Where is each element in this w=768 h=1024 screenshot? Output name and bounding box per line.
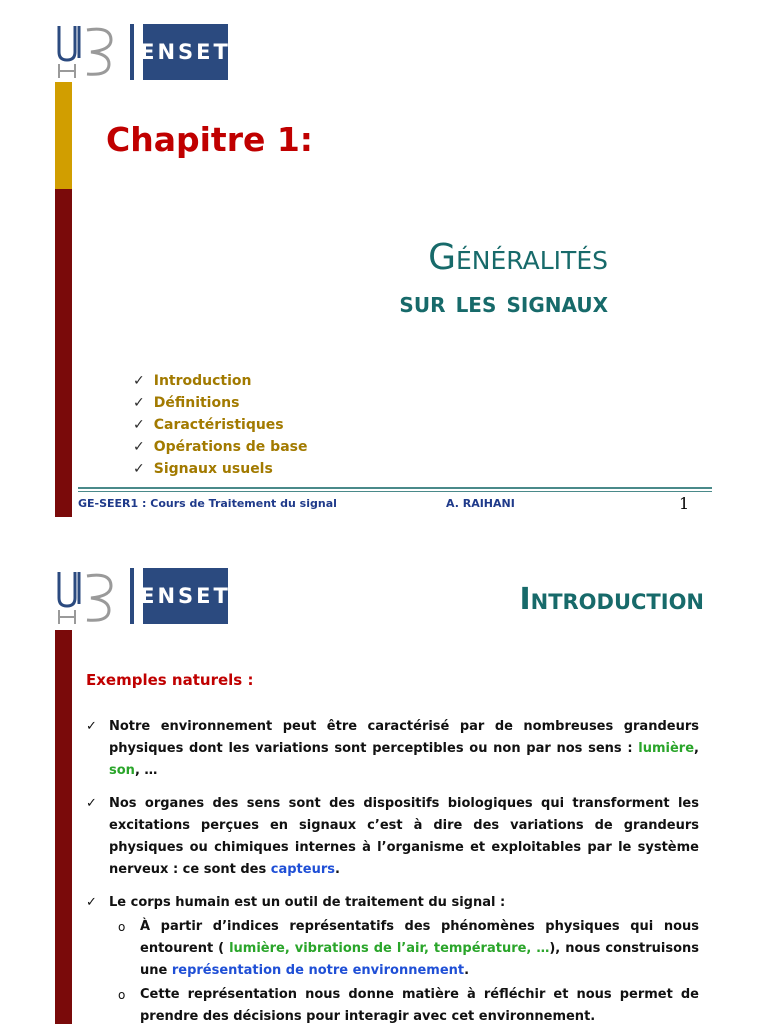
list-item — [133, 436, 307, 458]
toc-item-label: Caractéristiques — [153, 417, 284, 433]
checkmark-icon: ✓ — [86, 796, 97, 811]
enset-logo: ENSET — [143, 24, 228, 80]
slide-title: Généralités — [428, 237, 608, 278]
slide-subtitle: sur les signaux — [399, 285, 608, 319]
toc-item-label: Définitions — [153, 395, 240, 411]
highlight-son: son — [109, 763, 135, 778]
footer-divider-thin — [78, 491, 712, 492]
footer-divider — [78, 487, 712, 489]
slide-body — [86, 716, 699, 1024]
sub-text-end: . — [464, 963, 470, 978]
sub-bullet — [86, 916, 699, 982]
logo-separator — [130, 24, 134, 80]
highlight-lumiere: lumière — [638, 741, 695, 756]
university-logo-icon — [55, 22, 119, 80]
paragraph-text: Le corps humain est un outil de traitement du signal : — [109, 895, 506, 910]
highlight-representation: représentation de notre environnement — [171, 963, 465, 978]
paragraph-end: . — [335, 862, 340, 877]
checkmark-icon: ✓ — [86, 895, 97, 910]
footer-author: A. RAIHANI — [446, 497, 515, 510]
toc-item-label: Introduction — [153, 373, 252, 389]
chapter-heading: Chapitre 1: — [106, 120, 313, 159]
highlight-phenomena: lumière, vibrations de l’air, température, … — [229, 941, 550, 956]
bullet-paragraph — [86, 716, 699, 782]
accent-bar-gold — [55, 82, 72, 189]
slide-2 — [0, 548, 768, 1024]
list-item — [133, 370, 307, 392]
checkmark-icon: ✓ — [133, 417, 145, 433]
circle-bullet-icon: o — [118, 920, 126, 934]
logo-separator — [130, 568, 134, 624]
toc-item-label: Signaux usuels — [153, 461, 273, 477]
sub-text: À partir d’indices représentatifs des phénomènes physiques qui nous entourent ( — [140, 919, 699, 956]
sub-text-cont: ), nous construisons une — [140, 941, 699, 978]
table-of-contents — [133, 370, 307, 480]
list-item — [133, 392, 307, 414]
bullet-paragraph — [86, 793, 699, 881]
footer-course: GE-SEER1 : Cours de Traitement du signal — [78, 497, 337, 510]
toc-item-label: Opérations de base — [153, 439, 308, 455]
highlight-capteurs: capteurs — [270, 862, 335, 877]
list-item — [133, 458, 307, 480]
circle-bullet-icon: o — [118, 988, 126, 1002]
accent-bar-maroon — [55, 630, 72, 1024]
paragraph-text: Notre environnement peut être caractérisé par de nombreuses grandeurs physiques dont les variations sont perceptibles ou non par nos sens : — [109, 719, 699, 756]
slide-title: Introduction — [519, 582, 704, 617]
checkmark-icon: ✓ — [133, 373, 145, 389]
paragraph-end: , … — [134, 763, 158, 778]
accent-bar-maroon — [55, 189, 72, 517]
sub-text: Cette représentation nous donne matière à réfléchir et nous permet de prendre des décisions pour interagir avec cet environnement. — [140, 987, 699, 1024]
bullet-paragraph — [86, 892, 699, 914]
enset-logo: ENSET — [143, 568, 228, 624]
section-heading: Exemples naturels : — [86, 671, 254, 689]
checkmark-icon: ✓ — [133, 439, 145, 455]
checkmark-icon: ✓ — [133, 461, 145, 477]
paragraph-text: Nos organes des sens sont des dispositifs biologiques qui transforment les excitations perçues en signaux c’est à dire des variations de grandeurs physiques ou chimiques internes à l’organisme et exploitables par le système nerveux : ce sont des — [109, 796, 699, 877]
sub-bullet — [86, 984, 699, 1024]
university-logo-icon — [55, 568, 119, 626]
checkmark-icon: ✓ — [133, 395, 145, 411]
checkmark-icon: ✓ — [86, 719, 97, 734]
separator: , — [694, 741, 699, 756]
list-item — [133, 414, 307, 436]
page-number: 1 — [679, 494, 690, 513]
